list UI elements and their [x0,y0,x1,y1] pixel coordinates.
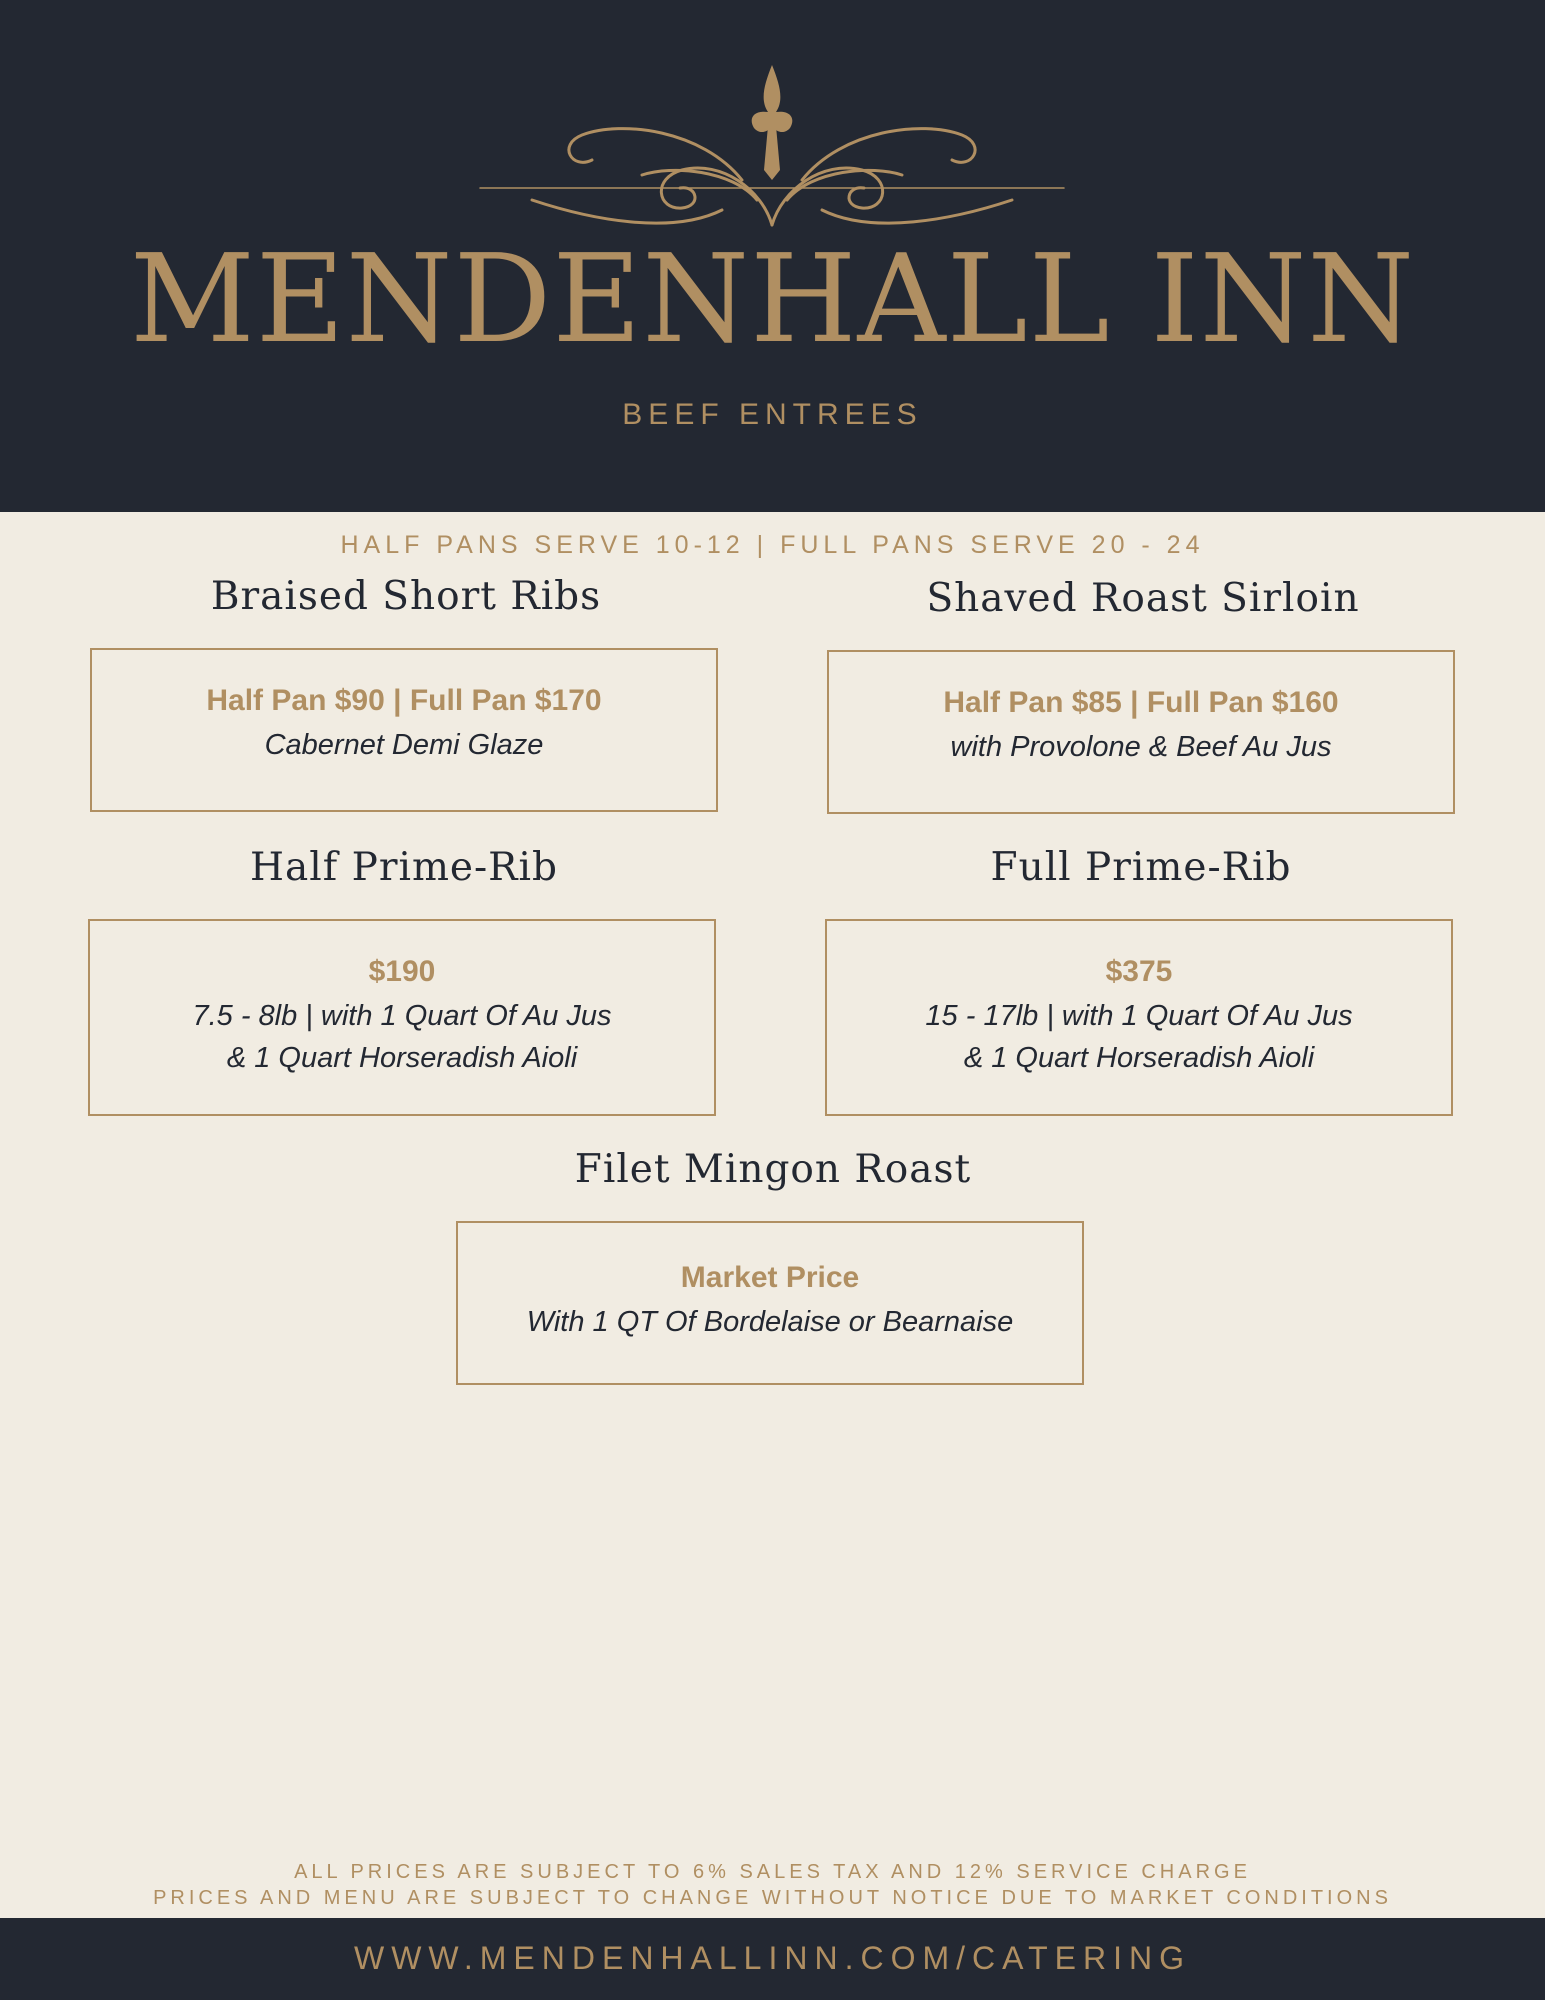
page-subtitle: BEEF ENTREES [622,398,923,431]
item-box-full-prime-rib [825,919,1453,1116]
item-price: $190 [368,955,436,988]
item-price: Half Pan $85 | Full Pan $160 [943,686,1339,719]
item-desc-line: 7.5 - 8lb | with 1 Quart Of Au Jus [192,1000,612,1032]
item-box-filet-mingon-roast [456,1221,1084,1385]
flourish-ornament-icon [472,60,1072,235]
item-name-filet-mingon-roast: Filet Mingon Roast [574,1147,972,1192]
item-desc-line: & 1 Quart Horseradish Aioli [963,1042,1315,1074]
item-desc-line: & 1 Quart Horseradish Aioli [226,1042,578,1074]
item-desc-line: with Provolone & Beef Au Jus [950,731,1332,763]
footnote-tax: ALL PRICES ARE SUBJECT TO 6% SALES TAX AND 12% SERVICE CHARGE [294,1861,1251,1883]
footnote-market: PRICES AND MENU ARE SUBJECT TO CHANGE WITHOUT NOTICE DUE TO MARKET CONDITIONS [153,1887,1392,1909]
header-banner [0,0,1545,512]
item-box-braised-short-ribs [90,648,718,812]
item-desc-line: 15 - 17lb | with 1 Quart Of Au Jus [925,1000,1353,1032]
item-desc-line: With 1 QT Of Bordelaise or Bearnaise [526,1306,1014,1338]
item-name-full-prime-rib: Full Prime-Rib [990,845,1292,890]
item-box-half-prime-rib [88,919,716,1116]
item-name-half-prime-rib: Half Prime-Rib [250,845,558,890]
website-link[interactable]: WWW.MENDENHALLINN.COM/CATERING [354,1940,1191,1976]
item-name-shaved-roast-sirloin: Shaved Roast Sirloin [926,576,1360,621]
item-price: Half Pan $90 | Full Pan $170 [206,684,602,717]
serving-info: HALF PANS SERVE 10-12 | FULL PANS SERVE 20 - 24 [340,531,1205,559]
item-price: Market Price [680,1261,860,1294]
item-desc-line: Cabernet Demi Glaze [264,729,544,761]
page-title: MENDENHALL INN [129,228,1416,370]
item-box-shaved-roast-sirloin [827,650,1455,814]
item-price: $375 [1105,955,1173,988]
item-name-braised-short-ribs: Braised Short Ribs [210,574,602,619]
footer-banner [0,1918,1545,2000]
